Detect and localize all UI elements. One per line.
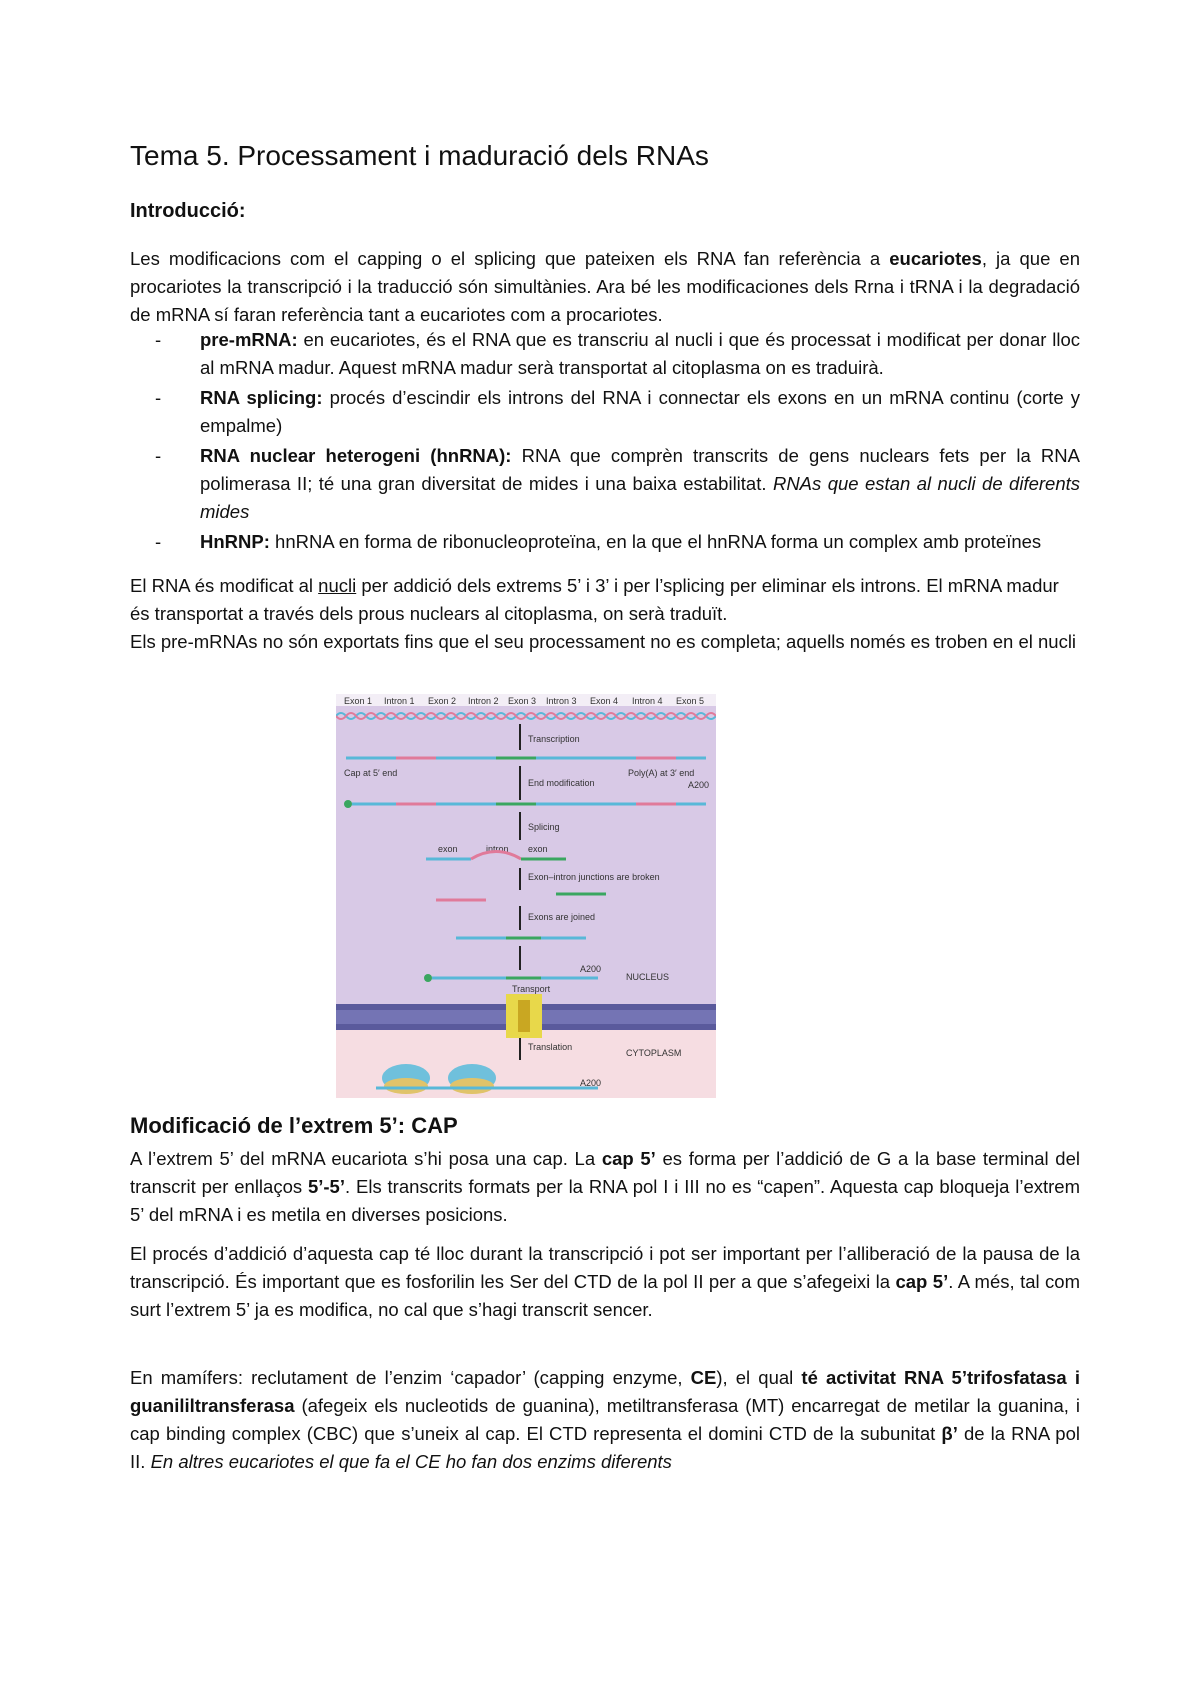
cap-p3-bold-2: té activitat RNA 5’trifosfatasa i guanililtransferasa (130, 1367, 1080, 1416)
cap-p3-text-c: (afegeix els nucleotids de guanina), metiltransferasa (MT) encarregat de metilar la guanina, i cap binding complex (CBC) que s’uneix al cap. El CTD representa el domini CTD de la subunitat (130, 1395, 1080, 1444)
label-exon-small-2: exon (528, 844, 548, 854)
cap-dot-2 (424, 974, 432, 982)
cap-p3-text-b: ), el qual (716, 1367, 802, 1388)
ribosome-1-small (384, 1078, 428, 1094)
label-nucleus: NUCLEUS (626, 972, 670, 982)
label-broken: Exon–intron junctions are broken (528, 872, 660, 882)
cap-p3-italic: En altres eucariotes el que fa el CE ho fan dos enzims diferents (150, 1451, 672, 1472)
label-polya: Poly(A) at 3′ end (628, 768, 695, 778)
label-a200-1: A200 (688, 780, 710, 790)
intro-paragraph (130, 245, 1080, 329)
cap-p1-bold-1: cap 5’ (601, 1148, 656, 1169)
label-exon4: Exon 4 (590, 696, 619, 706)
label-intron3: Intron 3 (546, 696, 577, 706)
list-dash: - (155, 531, 162, 552)
cap-p1-bold-2: 5’-5’ (307, 1176, 345, 1197)
term: pre-mRNA: (200, 329, 298, 350)
term: RNA nuclear heterogeni (hnRNA): (200, 445, 512, 466)
label-exon-small: exon (438, 844, 458, 854)
label-joined: Exons are joined (528, 912, 596, 922)
label-a200-3: A200 (580, 1078, 602, 1088)
p2-text-a: El RNA és modificat al (130, 575, 319, 596)
cap-p2-text-b: . A més, tal com surt l’extrem 5’ ja es modifica, no cal que s’hagi transcrit sencer. (130, 1271, 1080, 1320)
p2-underline: nucli (318, 575, 357, 596)
page-title: Tema 5. Processament i maduració dels RNAs (130, 140, 709, 171)
list-item (155, 442, 1080, 526)
list-dash: - (155, 387, 162, 408)
label-end-mod: End modification (528, 778, 595, 788)
label-exon1: Exon 1 (344, 696, 373, 706)
pore-channel (518, 1000, 530, 1032)
label-intron2: Intron 2 (468, 696, 499, 706)
cap-paragraph-3 (130, 1364, 1080, 1476)
cap-p2-text-a: El procés d’addició d’aquesta cap té lloc durant la transcripció i pot ser important per l’alliberació de la pausa de la transcripció. És important que es fosforilin les Ser del CTD de la pol II per a que s’afegeixi la (130, 1243, 1080, 1292)
label-exon2: Exon 2 (428, 696, 457, 706)
list-item (155, 384, 1080, 440)
list-dash: - (155, 445, 162, 466)
cap-heading: Modificació de l’extrem 5’: CAP (130, 1113, 458, 1138)
label-cap: Cap at 5′ end (344, 768, 398, 778)
term: HnRNP: (200, 531, 270, 552)
cap-p1-text-b: es forma per l’addició de G a la base terminal del transcrit per enllaços (130, 1148, 1080, 1197)
cap-p3-bold-1: CE (690, 1367, 717, 1388)
italic-note: RNAs que estan al nucli de diferents mides (200, 473, 1080, 522)
label-intron1: Intron 1 (384, 696, 415, 706)
intro-p1-text-a: Les modificacions com el capping o el splicing que pateixen els RNA fan referència a (130, 248, 890, 269)
cap-p3-bold-3: β’ (941, 1423, 958, 1444)
label-cytoplasm: CYTOPLASM (626, 1048, 682, 1058)
list-item (155, 528, 1080, 556)
nucleus-region (336, 706, 716, 1008)
cap-p1-text-c: . Els transcrits formats per la RNA pol I i III no es “capen”. Aquesta cap bloqueja l’extrem 5’ del mRNA i es metila en diverses posicions. (130, 1176, 1080, 1225)
intro-p1-text-b: , ja que en procariotes la transcripció i la traducció són simultànies. Ara bé les modificaciones dels Rrna i tRNA i la degradació de mRNA sí faran referència tant a eucariotes com a procariotes. (130, 248, 1081, 325)
p2-text-c: Els pre-mRNAs no són exportats fins que el seu processament no es completa; aquells només es troben en el nucli (130, 631, 1077, 652)
definition: RNA que comprèn transcrits de gens nuclears fets per la RNA polimerasa II; té una gran diversitat de mides i una baixa estabilitat. (200, 445, 1080, 494)
cap-p2-bold: cap 5’ (895, 1271, 949, 1292)
label-transport: Transport (512, 984, 551, 994)
definition: hnRNA en forma de ribonucleoproteïna, en la que el hnRNA forma un complex amb proteïnes (269, 531, 1042, 552)
definition: procés d’escindir els introns del RNA i connectar els exons en un mRNA continu (corte y empalme) (200, 387, 1081, 436)
intro-heading: Introducció: (130, 200, 246, 222)
label-transcription: Transcription (528, 734, 580, 744)
label-exon3: Exon 3 (508, 696, 537, 706)
nucleus-paragraph (130, 572, 1080, 656)
definition: en eucariotes, és el RNA que es transcriu al nucli i que és processat i modificat per donar lloc al mRNA madur. Aquest mRNA madur serà transportat al citoplasma on es traduirà. (200, 329, 1080, 378)
label-intron-small: intron (486, 844, 509, 854)
label-splicing: Splicing (528, 822, 560, 832)
rna-processing-figure (336, 694, 716, 1098)
ribosome-2-small (450, 1078, 494, 1094)
cap-p1-text-a: A l’extrem 5’ del mRNA eucariota s’hi posa una cap. La (130, 1148, 602, 1169)
p2-text-b: per addició dels extrems 5’ i 3’ i per l’splicing per eliminar els introns. El mRNA madur és transportat a través dels prous nuclears al citoplasma, on serà traduït. (130, 575, 1059, 624)
definitions-list (155, 326, 1080, 558)
cap-p3-text-a: En mamífers: reclutament de l’enzim ‘capador’ (capping enzyme, (130, 1367, 691, 1388)
term: RNA splicing: (200, 387, 323, 408)
label-translation: Translation (528, 1042, 573, 1052)
list-dash: - (155, 329, 162, 350)
label-exon5: Exon 5 (676, 696, 705, 706)
label-a200-2: A200 (580, 964, 602, 974)
cap-dot-1 (344, 800, 352, 808)
cap-paragraph-1 (130, 1145, 1080, 1229)
cap-paragraph-2 (130, 1240, 1080, 1324)
list-item (155, 326, 1080, 382)
cap-p3-text-d: de la RNA pol II. (130, 1423, 1080, 1472)
label-intron4: Intron 4 (632, 696, 663, 706)
intro-p1-bold: eucariotes (889, 248, 982, 269)
